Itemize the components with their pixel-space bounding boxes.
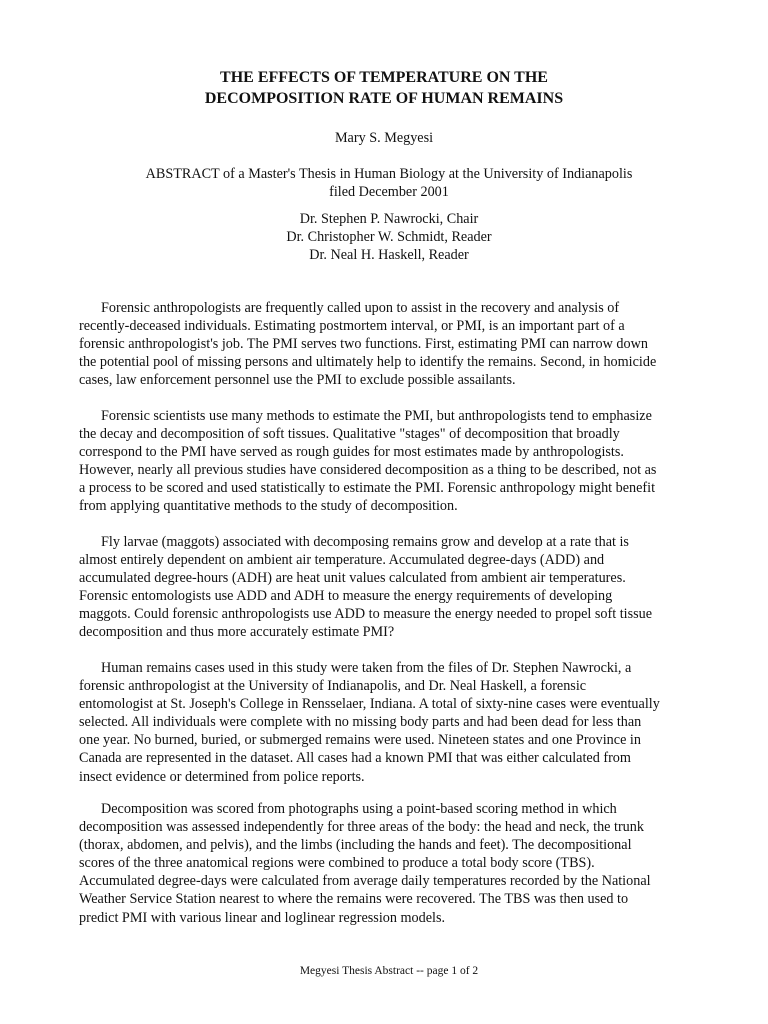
paragraph-line: insect evidence or determined from police reports.	[79, 768, 365, 785]
paragraph-line: entomologist at St. Joseph's College in Rensselaer, Indiana. A total of sixty-nine cases were eventually	[79, 696, 660, 713]
paper-title-line-1: THE EFFECTS OF TEMPERATURE ON THE	[220, 69, 548, 86]
paragraph-line: decomposition and thus more accurately estimate PMI?	[79, 624, 395, 641]
paragraph-line: Forensic anthropologists are frequently called upon to assist in the recovery and analysis of	[101, 300, 620, 316]
paragraph-line: Accumulated degree-days were calculated from average daily temperatures recorded by the National	[79, 873, 651, 890]
paragraph-line: Fly larvae (maggots) associated with decomposing remains grow and develop at a rate that is	[101, 534, 629, 550]
committee-reader-2: Dr. Neal H. Haskell, Reader	[309, 247, 469, 263]
paragraph-line: from applying quantitative methods to the study of decomposition.	[79, 498, 458, 515]
committee-list	[0, 210, 768, 264]
author-name: Mary S. Megyesi	[334, 130, 434, 146]
paragraph-line: the decay and decomposition of soft tissues. Qualitative "stages" of decomposition that broadly	[79, 426, 620, 443]
paragraph-line: Weather Service Station nearest to where the remains were recovered. The TBS was then used to	[79, 891, 629, 908]
paragraph-line: correspond to the PMI have served as rough guides for most estimates made by anthropologists.	[79, 444, 624, 461]
paragraph-line: Canada are represented in the dataset. All cases had a known PMI that was either calculated from	[79, 750, 631, 767]
body-paragraph-1	[79, 299, 699, 389]
paragraph-line: the potential pool of missing persons and ultimately help to identify the remains. Second, in homicide	[79, 354, 657, 371]
abstract-info-line-2: filed December 2001	[329, 184, 449, 200]
paper-title-line-2: DECOMPOSITION RATE OF HUMAN REMAINS	[204, 90, 564, 107]
paragraph-line: one year. No burned, buried, or submerged remains were used. Nineteen states and one Province in	[79, 732, 641, 749]
paragraph-line: a process to be scored and used statistically to estimate the PMI. Forensic anthropology might benefit	[79, 480, 656, 497]
paper-title	[0, 67, 768, 109]
committee-chair: Dr. Stephen P. Nawrocki, Chair	[299, 211, 479, 227]
abstract-info	[0, 165, 768, 201]
committee-reader-1: Dr. Christopher W. Schmidt, Reader	[286, 229, 492, 245]
paragraph-line: Forensic scientists use many methods to estimate the PMI, but anthropologists tend to emphasize	[101, 408, 652, 424]
paragraph-line: forensic anthropologist's job. The PMI serves two functions. First, estimating PMI can narrow down	[79, 336, 648, 353]
paragraph-line: almost entirely dependent on ambient air temperature. Accumulated degree-days (ADD) and	[79, 552, 605, 569]
paragraph-line: scores of the three anatomical regions were combined to produce a total body score (TBS).	[79, 855, 595, 872]
paragraph-line: maggots. Could forensic anthropologists use ADD to measure the energy needed to propel soft tissue	[79, 606, 653, 623]
page-footer: Megyesi Thesis Abstract -- page 1 of 2	[299, 965, 479, 977]
paragraph-line: predict PMI with various linear and loglinear regression models.	[79, 909, 446, 926]
paragraph-line: However, nearly all previous studies have considered decomposition as a thing to be described, not as	[79, 462, 657, 479]
paragraph-line: Human remains cases used in this study were taken from the files of Dr. Stephen Nawrocki, a	[101, 660, 632, 676]
paragraph-line: recently-deceased individuals. Estimating postmortem interval, or PMI, is an important part of a	[79, 318, 625, 335]
paragraph-line: cases, law enforcement personnel use the PMI to exclude possible assailants.	[79, 372, 516, 389]
paragraph-line: (thorax, abdomen, and pelvis), and the limbs (including the hands and feet). The decompositional	[79, 837, 632, 854]
paragraph-line: Decomposition was scored from photographs using a point-based scoring method in which	[101, 801, 617, 817]
paragraph-line: selected. All individuals were complete with no missing body parts and had been dead for less than	[79, 714, 642, 731]
paragraph-line: forensic anthropologist at the University of Indianapolis, and Dr. Neal Haskell, a forensic	[79, 678, 587, 695]
paragraph-line: accumulated degree-hours (ADH) are heat unit values calculated from ambient air temperatures.	[79, 570, 626, 587]
paragraph-line: decomposition was assessed independently for three areas of the body: the head and neck, the trunk	[79, 819, 644, 836]
body-paragraph-5	[79, 800, 699, 927]
paragraph-line: Forensic entomologists use ADD and ADH to measure the energy requirements of developing	[79, 588, 613, 605]
body-paragraph-2	[79, 407, 699, 516]
body-paragraph-4	[79, 659, 699, 786]
abstract-info-line-1: ABSTRACT of a Master's Thesis in Human Biology at the University of Indianapolis	[145, 166, 633, 182]
body-paragraph-3	[79, 533, 699, 642]
